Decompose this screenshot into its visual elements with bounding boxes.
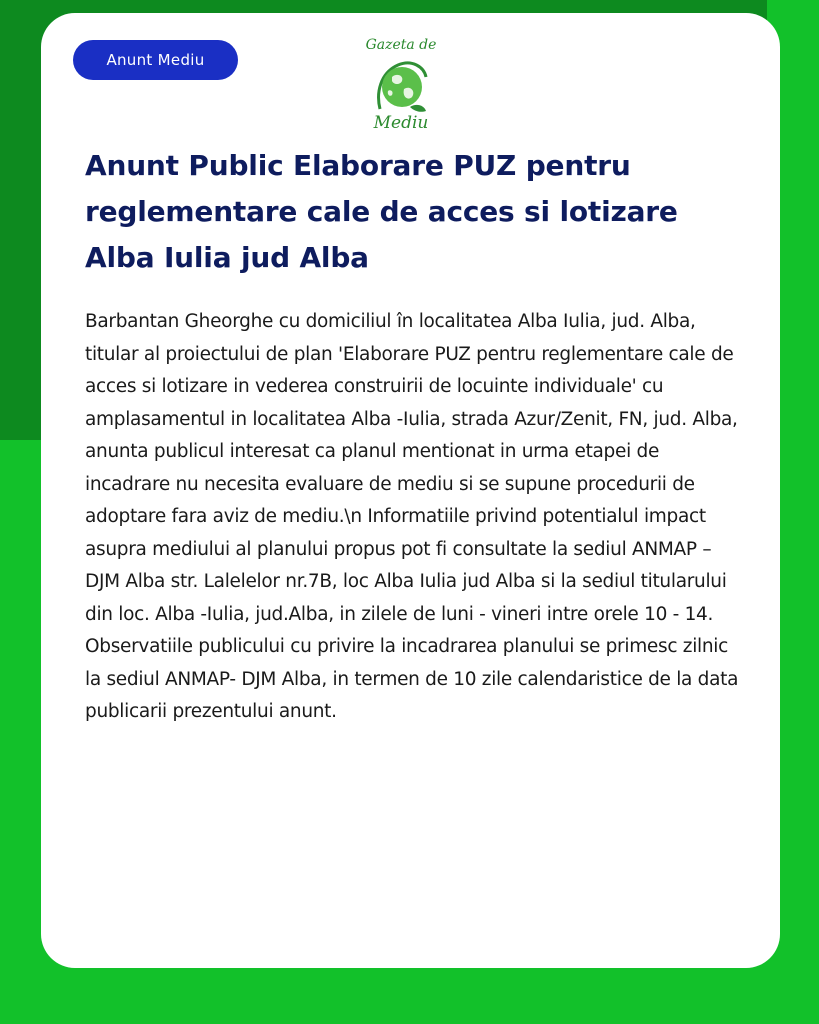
globe-leaf-logo-icon — [370, 55, 432, 117]
logo-text-bottom: Mediu — [373, 113, 429, 133]
announcement-card — [41, 13, 780, 968]
gazeta-de-mediu-logo — [356, 35, 446, 145]
page-title: Anunt Public Elaborare PUZ pentru reglementare cale de acces si lotizare Alba Iulia jud Alba — [85, 149, 678, 274]
category-badge[interactable]: Anunt Mediu — [73, 40, 238, 80]
logo-text-top: Gazeta de — [365, 37, 437, 53]
announcement-body: Barbantan Gheorghe cu domiciliul în localitatea Alba Iulia, jud. Alba, titular al proiectului de plan 'Elaborare PUZ pentru reglementare cale de acces si lotizare in vederea construirii de locuinte individuale' cu amplasamentul in localitatea Alba -Iulia, strada Azur/Zenit, FN, jud. Alba, anunta publicul interesat ca planul mentionat in urma etapei de incadrare nu necesita evaluare de mediu si se supune procedurii de adoptare fara aviz de mediu.\n Informatiile privind potentialul impact asupra mediului al planului propus pot fi consultate la sediul ANMAP – DJM Alba str. Lalelelor nr.7B, loc Alba Iulia jud Alba si la sediul titularului din loc. Alba -Iulia, jud.Alba, in zilele de luni - vineri intre orele 10 - 14. Observatiile publicului cu privire la incadrarea planului se primesc zilnic la sediul ANMAP- DJM Alba, in termen de 10 zile calendaristice de la data publicarii prezentului anunt. — [85, 311, 739, 722]
